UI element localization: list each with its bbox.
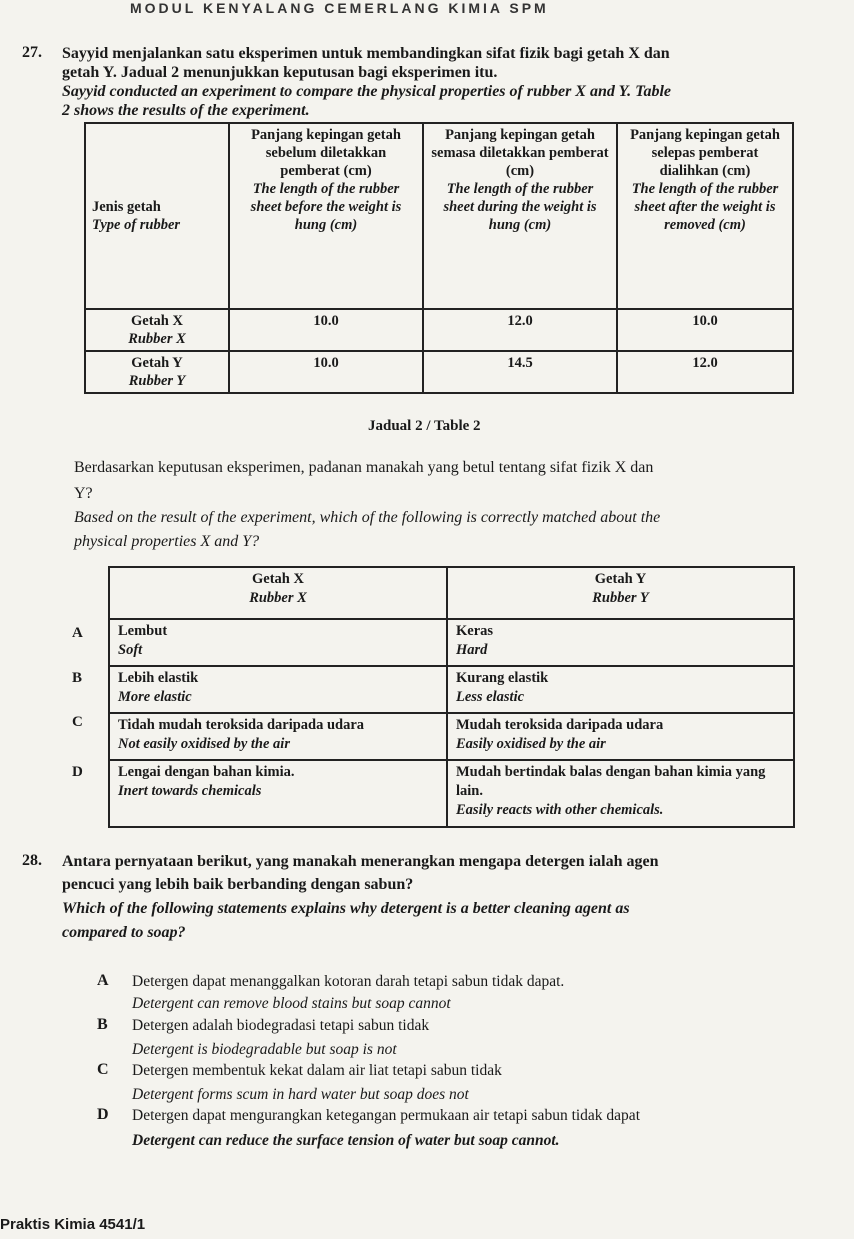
rubber-y-en: Rubber Y: [128, 373, 186, 389]
answer-c-en: Detergent forms scum in hard water but soap does not: [132, 1086, 469, 1103]
answer-a-ms[interactable]: Detergen dapat menanggalkan kotoran darah tetapi sabun tidak dapat.: [132, 973, 565, 990]
header-during-en: The length of the rubber sheet during the weight is hung (cm): [443, 181, 597, 233]
option-a-x: [109, 619, 447, 666]
q28-text-ms-2: pencuci yang lebih baik berbanding dengan sabun?: [62, 876, 414, 893]
table-row: [85, 309, 793, 351]
col-y-ms: Getah Y: [594, 571, 647, 587]
option-d-y-en: Easily reacts with other chemicals.: [456, 801, 664, 818]
option-c-y: [447, 713, 794, 760]
header-before-ms: Panjang kepingan getah sebelum diletakkan pemberat (cm): [251, 127, 401, 179]
rubber-y-during: 14.5: [423, 351, 617, 393]
option-b-y-ms: Kurang elastik: [456, 669, 549, 686]
option-b-y: [447, 666, 794, 713]
q28-text-en-2: compared to soap?: [62, 924, 186, 941]
options-table: [108, 566, 795, 828]
header-length-after: [617, 123, 793, 309]
answer-d-en: Detergent can reduce the surface tension of water but soap cannot.: [132, 1132, 560, 1149]
q27-text-en-2: 2 shows the results of the experiment.: [62, 102, 310, 119]
answer-b-ms[interactable]: Detergen adalah biodegradasi tetapi sabun tidak: [132, 1017, 430, 1034]
options-header-row: [109, 567, 794, 619]
table-row[interactable]: [109, 760, 794, 827]
option-b-x-ms: Lebih elastik: [118, 669, 199, 686]
header-type-en: Type of rubber: [92, 217, 181, 233]
row-rubber-y-name: [85, 351, 229, 393]
table-row: [85, 351, 793, 393]
option-d-y: [447, 760, 794, 827]
rubber-x-before: 10.0: [229, 309, 423, 351]
option-a-x-en: Soft: [118, 642, 143, 658]
option-b-x-en: More elastic: [118, 688, 192, 705]
col-y-en: Rubber Y: [592, 590, 649, 606]
results-table: [84, 122, 794, 394]
q27-ask-en-1: Based on the result of the experiment, which of the following is correctly matched about the: [74, 509, 661, 526]
answer-letter-a[interactable]: A: [97, 972, 109, 989]
option-letter-a[interactable]: A: [72, 625, 83, 641]
q27-text-en-1: Sayyid conducted an experiment to compare the physical properties of rubber X and Y. Table: [62, 83, 672, 100]
answer-a-en: Detergent can remove blood stains but soap cannot: [132, 995, 451, 1012]
rubber-x-en: Rubber X: [128, 331, 186, 347]
option-letter-d[interactable]: D: [72, 764, 83, 780]
header-before-en: The length of the rubber sheet before the weight is hung (cm): [250, 181, 402, 233]
answer-letter-b[interactable]: B: [97, 1016, 108, 1033]
q27-ask-en-2: physical properties X and Y?: [74, 533, 260, 550]
option-d-x: [109, 760, 447, 827]
option-letter-b[interactable]: B: [72, 670, 83, 686]
answer-d-ms[interactable]: Detergen dapat mengurangkan ketegangan permukaan air tetapi sabun tidak dapat: [132, 1107, 640, 1124]
answer-letter-d[interactable]: D: [97, 1106, 109, 1123]
option-a-y-en: Hard: [456, 642, 488, 658]
answer-letter-c[interactable]: C: [97, 1061, 109, 1078]
option-d-x-ms: Lengai dengan bahan kimia.: [118, 763, 295, 780]
option-a-x-ms: Lembut: [118, 623, 168, 639]
option-b-y-en: Less elastic: [456, 688, 525, 705]
header-type-ms: Jenis getah: [92, 199, 161, 215]
option-b-x: [109, 666, 447, 713]
header-length-during: [423, 123, 617, 309]
col-x-en: Rubber X: [249, 590, 307, 606]
table-header-row: [85, 123, 793, 309]
table-row[interactable]: [109, 619, 794, 666]
option-c-y-ms: Mudah teroksida daripada udara: [456, 716, 664, 733]
rubber-y-before: 10.0: [229, 351, 423, 393]
question-27-number: 27.: [22, 44, 42, 61]
option-c-y-en: Easily oxidised by the air: [456, 735, 606, 752]
q27-text-ms-2: getah Y. Jadual 2 menunjukkan keputusan bagi eksperimen itu.: [62, 64, 498, 81]
row-rubber-x-name: [85, 309, 229, 351]
option-c-x-ms: Tidah mudah teroksida daripada udara: [118, 716, 365, 733]
option-c-x-en: Not easily oxidised by the air: [118, 735, 290, 752]
option-letter-c[interactable]: C: [72, 714, 83, 730]
header-during-ms: Panjang kepingan getah semasa diletakkan pemberat (cm): [431, 127, 609, 179]
option-d-y-ms: Mudah bertindak balas dengan bahan kimia yang lain.: [456, 763, 766, 799]
options-header-y: [447, 567, 794, 619]
rubber-y-after: 12.0: [617, 351, 793, 393]
header-after-ms: Panjang kepingan getah selepas pemberat dialihkan (cm): [630, 127, 780, 179]
answer-b-en: Detergent is biodegradable but soap is not: [132, 1041, 397, 1058]
q27-ask-ms-1: Berdasarkan keputusan eksperimen, padanan manakah yang betul tentang sifat fizik X dan: [74, 459, 654, 476]
table-row[interactable]: [109, 713, 794, 760]
q27-text-ms-1: Sayyid menjalankan satu eksperimen untuk membandingkan sifat fizik bagi getah X dan: [62, 45, 670, 62]
header-after-en: The length of the rubber sheet after the weight is removed (cm): [631, 181, 779, 233]
header-type-of-rubber: [85, 123, 229, 309]
page-footer: Praktis Kimia 4541/1: [0, 1216, 146, 1233]
table-row[interactable]: [109, 666, 794, 713]
option-c-x: [109, 713, 447, 760]
question-28-number: 28.: [22, 852, 42, 869]
option-a-y: [447, 619, 794, 666]
q28-text-en-1: Which of the following statements explains why detergent is a better cleaning agent as: [62, 900, 630, 917]
rubber-x-during: 12.0: [423, 309, 617, 351]
col-x-ms: Getah X: [252, 571, 304, 587]
page-header: MODUL KENYALANG CEMERLANG KIMIA SPM: [130, 0, 549, 16]
table-caption: Jadual 2 / Table 2: [368, 418, 481, 434]
answer-c-ms[interactable]: Detergen membentuk kekat dalam air liat tetapi sabun tidak: [132, 1062, 502, 1079]
q27-ask-ms-2: Y?: [74, 485, 93, 502]
header-length-before: [229, 123, 423, 309]
option-d-x-en: Inert towards chemicals: [118, 782, 262, 799]
rubber-y-ms: Getah Y: [131, 355, 183, 371]
option-a-y-ms: Keras: [456, 623, 494, 639]
q28-text-ms-1: Antara pernyataan berikut, yang manakah menerangkan mengapa detergen ialah agen: [62, 853, 659, 870]
rubber-x-ms: Getah X: [131, 313, 183, 329]
rubber-x-after: 10.0: [617, 309, 793, 351]
options-header-x: [109, 567, 447, 619]
